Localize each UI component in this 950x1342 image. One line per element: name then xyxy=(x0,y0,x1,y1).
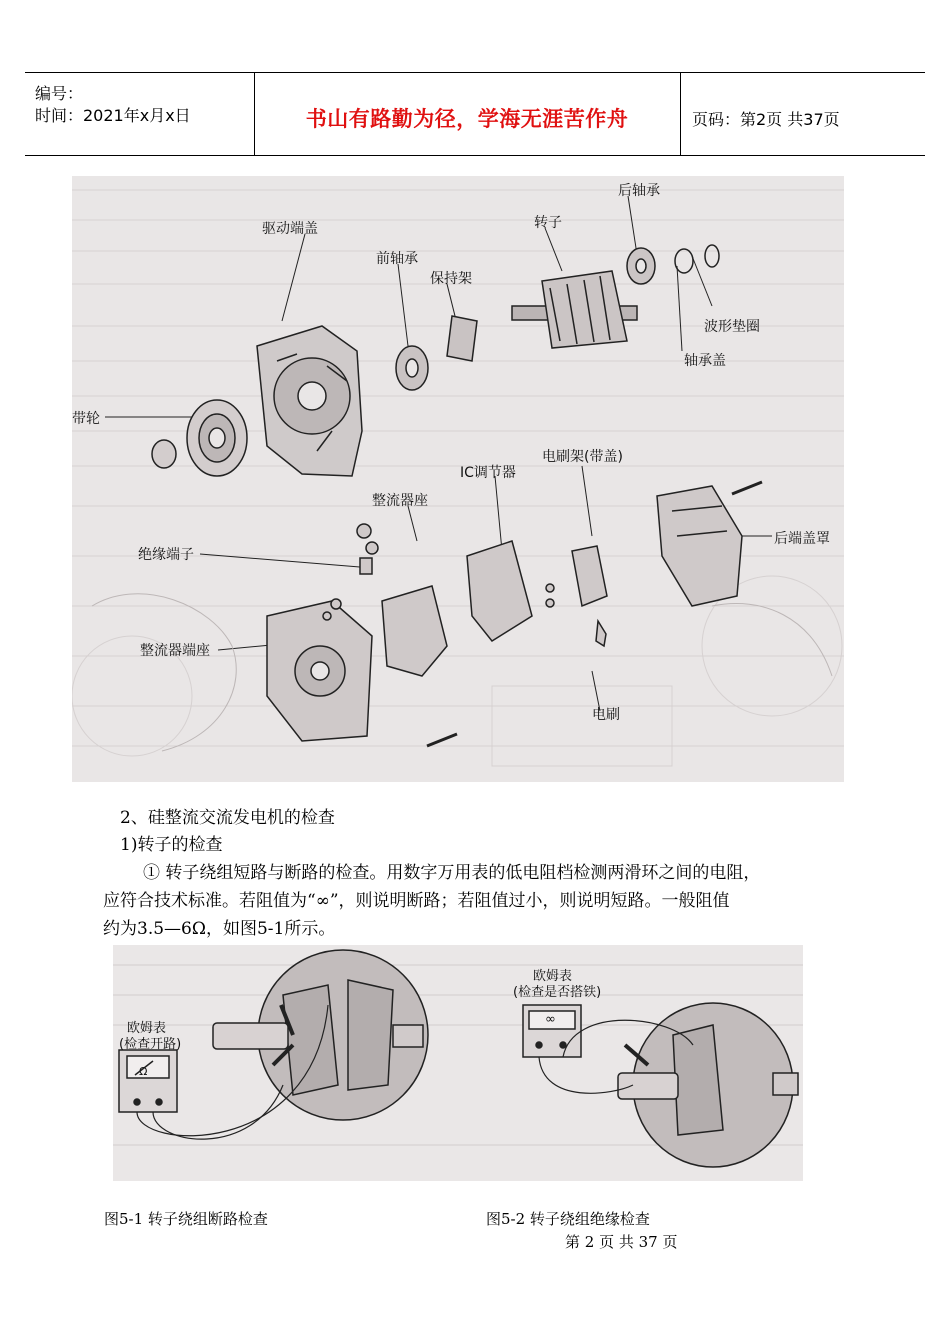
right-ohmmeter-label: 欧姆表 xyxy=(533,969,573,984)
left-ohmmeter-sublabel: (检查开路) xyxy=(119,1037,182,1052)
label-insulated-terminal: 绝缘端子 xyxy=(138,547,194,563)
label-brush: 电刷 xyxy=(592,707,620,723)
label-retainer: 保持架 xyxy=(430,271,472,287)
paragraph-line-3: 约为3.5—6Ω，如图5-1所示。 xyxy=(103,919,336,939)
page-footer: 第 2 页 共 37 页 xyxy=(565,1233,678,1251)
right-meter-symbol: ∞ xyxy=(545,1012,556,1027)
document-header xyxy=(25,72,925,156)
caption-figure-5-2: 图5-2 转子绕组绝缘检查 xyxy=(486,1210,650,1228)
alternator-exploded-diagram xyxy=(72,176,844,782)
header-meta-cell xyxy=(25,73,255,155)
section-title: 2、硅整流交流发电机的检查 xyxy=(120,808,335,828)
label-front-bearing: 前轴承 xyxy=(376,251,418,267)
right-ohmmeter-sublabel: (检查是否搭铁) xyxy=(513,985,602,1000)
document-number-label: 编号： xyxy=(35,84,84,103)
label-brush-holder: 电刷架(带盖) xyxy=(542,449,623,465)
alternator-exploded-drawing xyxy=(72,176,844,782)
label-ic-regulator: IC调节器 xyxy=(460,465,516,481)
label-drive-end-cover: 驱动端盖 xyxy=(262,221,318,237)
document-time-label: 时间：2021年x月x日 xyxy=(35,106,191,125)
left-ohmmeter-label: 欧姆表 xyxy=(127,1021,167,1036)
header-motto-cell xyxy=(254,73,681,155)
subsection-title: 1)转子的检查 xyxy=(120,835,223,855)
left-meter-symbol: Ω xyxy=(139,1065,148,1078)
label-rotor: 转子 xyxy=(534,215,562,231)
rotor-test-drawing xyxy=(113,945,803,1181)
page-info-text: 页码：第2页 共37页 xyxy=(692,110,840,129)
label-pulley: 带轮 xyxy=(72,411,100,427)
label-rear-bearing: 后轴承 xyxy=(618,183,660,199)
label-bearing-cover: 轴承盖 xyxy=(684,353,726,369)
label-wave-washer: 波形垫圈 xyxy=(704,319,760,335)
rotor-test-diagram xyxy=(113,945,803,1181)
paragraph-line-1: ① 转子绕组短路与断路的检查。用数字万用表的低电阻档检测两滑环之间的电阻， xyxy=(143,863,761,883)
paragraph-line-2: 应符合技术标准。若阻值为“∞”，则说明断路；若阻值过小，则说明短路。一般阻值 xyxy=(103,891,730,911)
header-page-cell xyxy=(680,73,925,155)
label-rectifier-end-seat: 整流器端座 xyxy=(140,643,210,659)
motto-text: 书山有路勤为径，学海无涯苦作舟 xyxy=(305,107,629,131)
label-rectifier-seat: 整流器座 xyxy=(372,493,428,509)
label-rear-end-cover: 后端盖罩 xyxy=(774,531,830,547)
caption-figure-5-1: 图5-1 转子绕组断路检查 xyxy=(104,1210,268,1228)
